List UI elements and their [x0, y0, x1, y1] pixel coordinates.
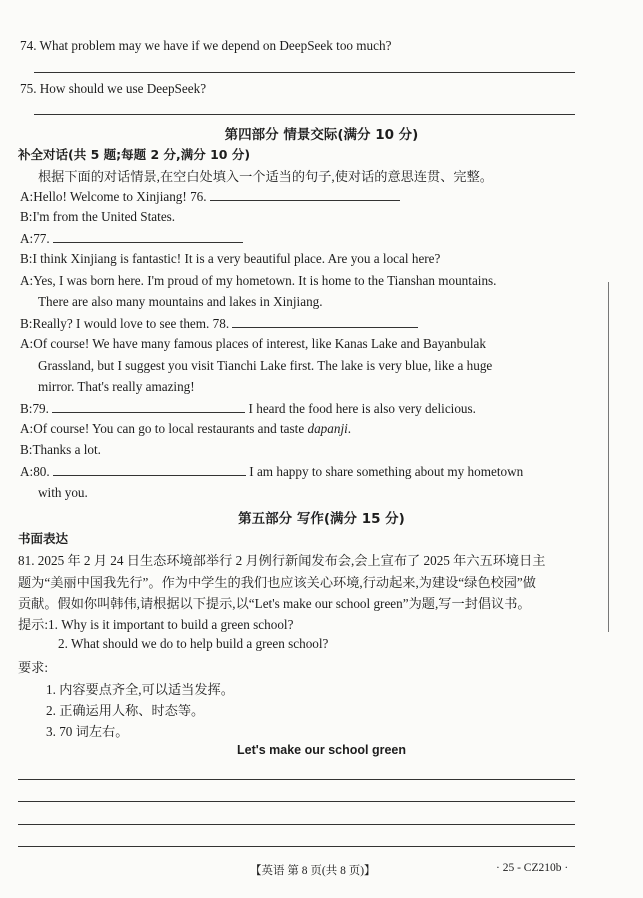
dialog-text: B:Really? I would love to see them. 78.	[20, 316, 230, 331]
dialog-line	[20, 421, 351, 437]
blank-80[interactable]	[53, 463, 246, 476]
requirement-2: 2. 正确运用人称、时态等。	[46, 703, 205, 718]
dialog-line-79	[20, 400, 476, 417]
dialog-line: B:I'm from the United States.	[20, 209, 176, 224]
dialog-line-77	[20, 230, 243, 247]
part4-instruction: 根据下面的对话情景,在空白处填入一个适当的句子,使对话的意思连贯、完整。	[38, 169, 493, 184]
dialog-line: There are also many mountains and lakes in Xinjiang.	[38, 294, 323, 309]
dialog-line: A:Yes, I was born here. I'm proud of my hometown. It is home to the Tianshan mountains.	[20, 273, 497, 288]
writing-line[interactable]	[18, 824, 575, 825]
requirement-3: 3. 70 词左右。	[46, 724, 129, 739]
dialog-line-80	[20, 463, 523, 480]
dialog-text: I heard the food here is also very delicious.	[248, 401, 476, 416]
dialog-italic: dapanji	[307, 421, 348, 436]
hint-2: 2. What should we do to help build a green school?	[58, 636, 329, 651]
dialog-line: Grassland, but I suggest you visit Tianchi Lake first. The lake is very blue, like a huge	[38, 358, 493, 373]
dialog-text: A:80.	[20, 464, 50, 479]
page-footer: 【英语 第 8 页(共 8 页)】	[250, 865, 376, 877]
dialog-text: I am happy to share something about my hometown	[249, 464, 524, 479]
dialog-line: B:I think Xinjiang is fantastic! It is a very beautiful place. Are you a local here?	[20, 251, 441, 266]
dialog-text: A:77.	[20, 231, 50, 246]
part5-title: 第五部分 写作(满分 15 分)	[238, 511, 405, 527]
dialog-line: B:Thanks a lot.	[20, 442, 101, 457]
dialog-line-76	[20, 188, 400, 205]
answer-line-75[interactable]	[34, 114, 575, 115]
essay-title: Let's make our school green	[237, 743, 406, 757]
dialog-line-78	[20, 315, 418, 332]
q81-text: 题为“美丽中国我先行”。作为中学生的我们也应该关心环境,行动起来,为建设“绿色校园”做	[18, 575, 536, 590]
requirements-label: 要求:	[18, 660, 49, 675]
question-74: 74. What problem may we have if we depend on DeepSeek too much?	[20, 38, 392, 53]
question-75: 75. How should we use DeepSeek?	[20, 81, 207, 96]
blank-77[interactable]	[53, 230, 243, 243]
dialog-line: mirror. That's really amazing!	[38, 379, 195, 394]
dialog-text: .	[347, 421, 352, 436]
margin-bar	[608, 282, 609, 632]
answer-line-74[interactable]	[34, 72, 575, 73]
dialog-line: A:Of course! We have many famous places of interest, like Kanas Lake and Bayanbulak	[20, 336, 486, 351]
dialog-text: B:79.	[20, 401, 49, 416]
dialog-text: A:Of course! You can go to local restaurants and taste	[20, 421, 308, 436]
dialog-line: with you.	[38, 485, 88, 500]
blank-78[interactable]	[232, 315, 418, 328]
part4-title: 第四部分 情景交际(满分 10 分)	[224, 127, 419, 143]
part4-subtitle: 补全对话(共 5 题;每题 2 分,满分 10 分)	[18, 147, 251, 162]
q81-text: 贡献。假如你叫韩伟,请根据以下提示,以“Let's make our school green”为题,写一封倡议书。	[18, 596, 531, 611]
part5-subtitle: 书面表达	[18, 531, 69, 546]
writing-line[interactable]	[18, 846, 575, 847]
q81-text: 81. 2025 年 2 月 24 日生态环境部举行 2 月例行新闻发布会,会上宣布了 2025 年六五环境日主	[18, 553, 546, 568]
blank-76[interactable]	[210, 188, 400, 201]
requirement-1: 1. 内容要点齐全,可以适当发挥。	[46, 682, 234, 697]
writing-line[interactable]	[18, 779, 575, 780]
writing-line[interactable]	[18, 801, 575, 802]
dialog-text: A:Hello! Welcome to Xinjiang! 76.	[20, 189, 207, 204]
hint-1: 提示:1. Why is it important to build a green school?	[18, 617, 294, 632]
paper-code: · 25 - CZ210b ·	[496, 862, 569, 874]
blank-79[interactable]	[52, 400, 245, 413]
